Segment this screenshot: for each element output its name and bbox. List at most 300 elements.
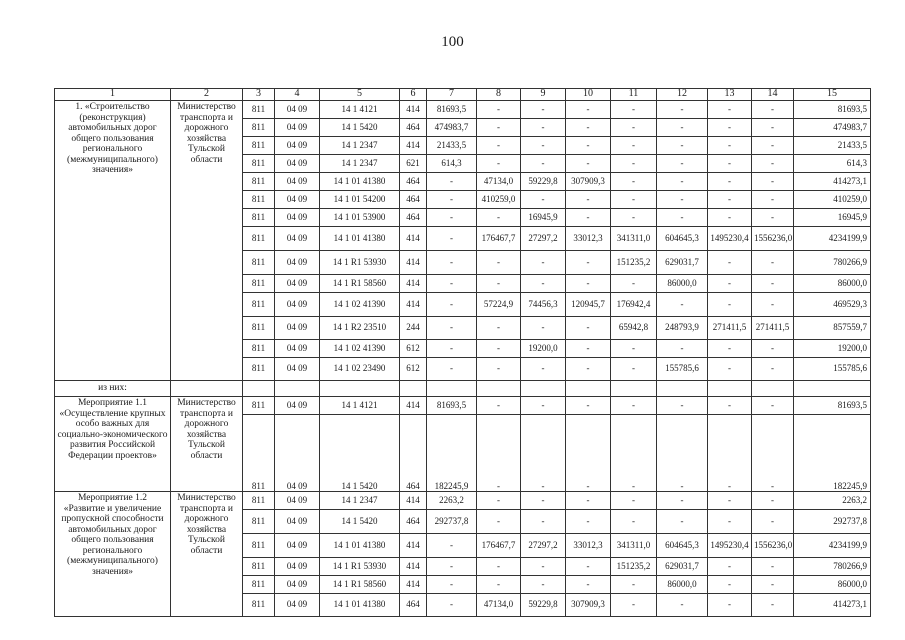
table-row	[55, 492, 871, 510]
table-cell: 65942,8	[611, 317, 657, 340]
table-cell: 04 09	[275, 173, 320, 191]
empty-cell	[566, 381, 611, 397]
header-cell: 3	[243, 89, 275, 101]
header-cell: 11	[611, 89, 657, 101]
table-cell: 4234199,9	[794, 227, 871, 251]
table-cell: 33012,3	[566, 534, 611, 558]
table-cell: 14 1 02 23490	[320, 358, 400, 381]
table-cell: 612	[400, 358, 427, 381]
table-cell: -	[427, 358, 477, 381]
table-cell: -	[708, 101, 752, 119]
table-cell: 04 09	[275, 358, 320, 381]
table-cell: -	[521, 492, 566, 510]
table-cell: 14 1 2347	[320, 137, 400, 155]
table-cell: -	[611, 119, 657, 137]
table-cell: 04 09	[275, 317, 320, 340]
table-cell: -	[566, 251, 611, 275]
table-cell: 469529,3	[794, 293, 871, 317]
table-cell: -	[477, 340, 521, 358]
program-name: Мероприятие 1.1 «Осуществление крупных особо важных для социально-экономического развития Российской Федерации проектов»	[55, 397, 171, 492]
table-cell: 04 09	[275, 534, 320, 558]
empty-cell	[708, 381, 752, 397]
table-cell: -	[611, 510, 657, 534]
table-cell: -	[611, 358, 657, 381]
table-cell: 1556236,0	[752, 534, 794, 558]
table-cell: 629031,7	[657, 251, 708, 275]
table-cell: 14 1 01 41380	[320, 594, 400, 617]
table-cell: -	[521, 119, 566, 137]
table-cell: 14 1 5420	[320, 119, 400, 137]
table-cell: -	[427, 576, 477, 594]
header-cell: 12	[657, 89, 708, 101]
table-cell: -	[752, 275, 794, 293]
table-cell: -	[752, 492, 794, 510]
table-cell: -	[427, 340, 477, 358]
table-cell: -	[708, 358, 752, 381]
table-cell: 14 1 01 53900	[320, 209, 400, 227]
table-cell: -	[657, 155, 708, 173]
table-cell: 811	[243, 415, 275, 492]
table-cell: -	[566, 358, 611, 381]
table-cell: 811	[243, 119, 275, 137]
table-cell: -	[477, 576, 521, 594]
table-cell: 04 09	[275, 155, 320, 173]
table-cell: 811	[243, 558, 275, 576]
table-cell: 14 1 4121	[320, 101, 400, 119]
table-cell: 04 09	[275, 594, 320, 617]
table-cell: 21433,5	[427, 137, 477, 155]
table-cell: 811	[243, 317, 275, 340]
table-cell: 464	[400, 415, 427, 492]
table-cell: -	[611, 340, 657, 358]
table-cell: 120945,7	[566, 293, 611, 317]
table-cell: -	[477, 317, 521, 340]
table-cell: 464	[400, 191, 427, 209]
table-cell: -	[657, 340, 708, 358]
table-cell: -	[611, 101, 657, 119]
table-cell: 47134,0	[477, 594, 521, 617]
table-cell: 811	[243, 358, 275, 381]
header-cell: 2	[171, 89, 243, 101]
table-cell: 621	[400, 155, 427, 173]
table-cell: 410259,0	[477, 191, 521, 209]
table-cell: -	[752, 155, 794, 173]
table-cell: 414273,1	[794, 594, 871, 617]
empty-cell	[752, 381, 794, 397]
table-cell: 604645,3	[657, 534, 708, 558]
table-cell: 2263,2	[794, 492, 871, 510]
table-cell: 464	[400, 173, 427, 191]
table-cell: 414	[400, 397, 427, 415]
table-cell: 86000,0	[794, 275, 871, 293]
table-cell: 59229,8	[521, 594, 566, 617]
table-cell: 811	[243, 293, 275, 317]
table-cell: 04 09	[275, 510, 320, 534]
empty-cell	[794, 381, 871, 397]
table-cell: 155785,6	[657, 358, 708, 381]
table-cell: -	[708, 558, 752, 576]
empty-cell	[611, 381, 657, 397]
table-cell: -	[611, 155, 657, 173]
table-cell: 811	[243, 534, 275, 558]
table-cell: 14 1 02 41390	[320, 340, 400, 358]
table-cell: -	[708, 251, 752, 275]
table-cell: -	[657, 594, 708, 617]
table-cell: 780266,9	[794, 558, 871, 576]
budget-table	[54, 88, 871, 617]
table-cell: 59229,8	[521, 173, 566, 191]
table-cell: -	[477, 415, 521, 492]
table-cell: -	[477, 510, 521, 534]
table-cell: 04 09	[275, 293, 320, 317]
table-cell: 414	[400, 492, 427, 510]
table-cell: 14 1 5420	[320, 415, 400, 492]
table-cell: -	[521, 415, 566, 492]
table-cell: 33012,3	[566, 227, 611, 251]
table-cell: -	[566, 492, 611, 510]
table-cell: 19200,0	[521, 340, 566, 358]
table-cell: -	[521, 275, 566, 293]
table-cell: -	[427, 173, 477, 191]
table-cell: -	[657, 119, 708, 137]
table-cell: -	[708, 415, 752, 492]
table-cell: 151235,2	[611, 558, 657, 576]
table-cell: 811	[243, 492, 275, 510]
table-cell: -	[752, 510, 794, 534]
table-cell: 414	[400, 558, 427, 576]
organization-name: Министерство транспорта и дорожного хозяйства Тульской области	[171, 101, 243, 381]
table-cell: -	[566, 340, 611, 358]
empty-cell	[400, 381, 427, 397]
table-cell: -	[708, 137, 752, 155]
table-cell: -	[708, 275, 752, 293]
table-cell: -	[427, 317, 477, 340]
empty-cell	[657, 381, 708, 397]
table-cell: -	[657, 293, 708, 317]
table-cell: -	[477, 101, 521, 119]
table-cell: 04 09	[275, 209, 320, 227]
subheading-row	[55, 381, 871, 397]
table-cell: 176942,4	[611, 293, 657, 317]
table-cell: -	[566, 415, 611, 492]
table-cell: -	[477, 119, 521, 137]
table-cell: 811	[243, 155, 275, 173]
table-cell: 04 09	[275, 340, 320, 358]
table-cell: -	[427, 275, 477, 293]
table-cell: 811	[243, 510, 275, 534]
table-cell: -	[752, 340, 794, 358]
table-cell: -	[566, 558, 611, 576]
table-cell: 464	[400, 594, 427, 617]
table-cell: 14 1 02 41390	[320, 293, 400, 317]
table-cell: -	[752, 119, 794, 137]
empty-cell	[320, 381, 400, 397]
table-cell: 81693,5	[427, 397, 477, 415]
table-cell: -	[657, 191, 708, 209]
table-cell: 414	[400, 137, 427, 155]
table-cell: 414	[400, 534, 427, 558]
table-cell: 811	[243, 576, 275, 594]
table-cell: -	[427, 209, 477, 227]
table-cell: -	[427, 534, 477, 558]
table-cell: -	[708, 594, 752, 617]
table-cell: 811	[243, 209, 275, 227]
table-cell: 271411,5	[708, 317, 752, 340]
header-cell: 1	[55, 89, 171, 101]
empty-cell	[521, 381, 566, 397]
table-cell: 04 09	[275, 137, 320, 155]
table-cell: 14 1 01 54200	[320, 191, 400, 209]
table-cell: -	[752, 576, 794, 594]
table-cell: 86000,0	[794, 576, 871, 594]
table-cell: 244	[400, 317, 427, 340]
table-cell: -	[521, 510, 566, 534]
table-cell: -	[521, 155, 566, 173]
table-cell: -	[611, 415, 657, 492]
table-cell: -	[611, 137, 657, 155]
table-cell: 1495230,4	[708, 534, 752, 558]
table-cell: 4234199,9	[794, 534, 871, 558]
table-cell: 86000,0	[657, 275, 708, 293]
table-cell: -	[611, 209, 657, 227]
table-cell: 811	[243, 340, 275, 358]
table-cell: 414273,1	[794, 173, 871, 191]
table-cell: 04 09	[275, 576, 320, 594]
table-cell: -	[708, 119, 752, 137]
table-cell: -	[611, 173, 657, 191]
table-cell: 04 09	[275, 191, 320, 209]
table-cell: -	[521, 101, 566, 119]
table-cell: -	[566, 119, 611, 137]
table-cell: 307909,3	[566, 173, 611, 191]
table-cell: -	[566, 317, 611, 340]
table-cell: -	[657, 397, 708, 415]
table-cell: -	[752, 191, 794, 209]
table-cell: 14 1 R1 58560	[320, 576, 400, 594]
table-cell: 14 1 R1 53930	[320, 251, 400, 275]
table-cell: 04 09	[275, 558, 320, 576]
table-cell: -	[752, 173, 794, 191]
table-cell: 464	[400, 510, 427, 534]
table-cell: -	[477, 275, 521, 293]
header-cell: 15	[794, 89, 871, 101]
table-cell: 04 09	[275, 227, 320, 251]
table-cell: -	[477, 155, 521, 173]
table-cell: 2263,2	[427, 492, 477, 510]
table-cell: 811	[243, 227, 275, 251]
table-cell: 614,3	[794, 155, 871, 173]
table-cell: -	[752, 397, 794, 415]
table-cell: 414	[400, 576, 427, 594]
table-cell: -	[708, 173, 752, 191]
organization-name: Министерство транспорта и дорожного хозяйства Тульской области	[171, 397, 243, 492]
table-cell: -	[752, 101, 794, 119]
header-cell: 4	[275, 89, 320, 101]
table-cell: -	[611, 397, 657, 415]
table-cell: -	[752, 358, 794, 381]
table-cell: -	[708, 510, 752, 534]
table-cell: -	[477, 137, 521, 155]
table-cell: -	[566, 155, 611, 173]
table-cell: 1556236,0	[752, 227, 794, 251]
table-cell: -	[752, 594, 794, 617]
table-cell: -	[566, 191, 611, 209]
table-cell: 182245,9	[794, 415, 871, 492]
table-cell: 16945,9	[794, 209, 871, 227]
table-cell: 474983,7	[427, 119, 477, 137]
table-cell: -	[752, 209, 794, 227]
header-cell: 10	[566, 89, 611, 101]
table-cell: -	[708, 155, 752, 173]
table-cell: 780266,9	[794, 251, 871, 275]
table-cell: 1495230,4	[708, 227, 752, 251]
table-cell: 16945,9	[521, 209, 566, 227]
table-cell: 74456,3	[521, 293, 566, 317]
table-cell: 14 1 R2 23510	[320, 317, 400, 340]
table-cell: 86000,0	[657, 576, 708, 594]
table-cell: -	[427, 594, 477, 617]
table-cell: -	[611, 576, 657, 594]
table-cell: 811	[243, 137, 275, 155]
table-cell: -	[657, 173, 708, 191]
table-cell: 14 1 R1 53930	[320, 558, 400, 576]
table-cell: 811	[243, 594, 275, 617]
table-cell: -	[477, 251, 521, 275]
table-cell: -	[708, 209, 752, 227]
table-cell: -	[708, 576, 752, 594]
program-name: Мероприятие 1.2 «Развитие и увеличение пропускной способности автомобильных дорог общего пользования регионального (межмуниципального) значения»	[55, 492, 171, 617]
table-cell: -	[657, 101, 708, 119]
table-cell: 414	[400, 275, 427, 293]
table-cell: -	[566, 101, 611, 119]
table-cell: -	[752, 251, 794, 275]
table-cell: 271411,5	[752, 317, 794, 340]
table-cell: -	[521, 191, 566, 209]
table-cell: -	[657, 137, 708, 155]
header-cell: 5	[320, 89, 400, 101]
header-cell: 9	[521, 89, 566, 101]
table-cell: -	[477, 397, 521, 415]
table-cell: 176467,7	[477, 534, 521, 558]
table-cell: -	[477, 209, 521, 227]
table-cell: -	[566, 137, 611, 155]
table-cell: 04 09	[275, 415, 320, 492]
table-cell: 81693,5	[794, 397, 871, 415]
header-cell: 14	[752, 89, 794, 101]
table-cell: -	[521, 317, 566, 340]
table-cell: 464	[400, 209, 427, 227]
table-cell: 629031,7	[657, 558, 708, 576]
header-cell: 13	[708, 89, 752, 101]
table-cell: 811	[243, 101, 275, 119]
table-cell: -	[566, 397, 611, 415]
table-cell: 464	[400, 119, 427, 137]
table-cell: 14 1 R1 58560	[320, 275, 400, 293]
empty-cell	[171, 381, 243, 397]
header-cell: 7	[427, 89, 477, 101]
organization-name: Министерство транспорта и дорожного хозяйства Тульской области	[171, 492, 243, 617]
table-cell: 292737,8	[794, 510, 871, 534]
table-cell: 341311,0	[611, 534, 657, 558]
table-cell: 414	[400, 227, 427, 251]
table-cell: -	[708, 492, 752, 510]
table-cell: -	[657, 492, 708, 510]
table-cell: 81693,5	[427, 101, 477, 119]
page-number: 100	[441, 34, 464, 50]
table-cell: -	[427, 293, 477, 317]
table-cell: -	[708, 293, 752, 317]
table-cell: -	[427, 558, 477, 576]
table-cell: 21433,5	[794, 137, 871, 155]
table-cell: 04 09	[275, 397, 320, 415]
table-cell: 14 1 2347	[320, 492, 400, 510]
table-cell: 811	[243, 251, 275, 275]
table-cell: 414	[400, 251, 427, 275]
table-cell: 410259,0	[794, 191, 871, 209]
table-cell: -	[521, 358, 566, 381]
table-cell: 14 1 01 41380	[320, 173, 400, 191]
table-cell: 811	[243, 397, 275, 415]
table-cell: -	[427, 251, 477, 275]
table-cell: -	[477, 558, 521, 576]
table-cell: 176467,7	[477, 227, 521, 251]
table-cell: 811	[243, 173, 275, 191]
table-cell: -	[521, 558, 566, 576]
table-cell: -	[657, 415, 708, 492]
header-row	[55, 89, 871, 101]
table-cell: -	[752, 415, 794, 492]
table-cell: -	[752, 293, 794, 317]
subheading-label: из них:	[55, 381, 171, 397]
program-name: 1. «Строительство (реконструкция) автомобильных дорог общего пользования регионального (межмуниципального) значения»	[55, 101, 171, 381]
table-cell: 04 09	[275, 251, 320, 275]
empty-cell	[427, 381, 477, 397]
table-cell: -	[566, 275, 611, 293]
table-cell: 614,3	[427, 155, 477, 173]
table-cell: 04 09	[275, 101, 320, 119]
table-cell: 474983,7	[794, 119, 871, 137]
empty-cell	[243, 381, 275, 397]
table-cell: -	[566, 576, 611, 594]
table-cell: -	[477, 358, 521, 381]
table-cell: 248793,9	[657, 317, 708, 340]
table-cell: 04 09	[275, 119, 320, 137]
table-cell: -	[708, 340, 752, 358]
table-cell: -	[521, 397, 566, 415]
table-cell: -	[566, 209, 611, 227]
table-cell: -	[427, 191, 477, 209]
table-cell: -	[427, 227, 477, 251]
table-cell: 47134,0	[477, 173, 521, 191]
table-cell: -	[611, 275, 657, 293]
table-cell: 14 1 01 41380	[320, 227, 400, 251]
table-cell: -	[521, 251, 566, 275]
table-cell: 151235,2	[611, 251, 657, 275]
header-cell: 8	[477, 89, 521, 101]
table-cell: 811	[243, 191, 275, 209]
table-cell: -	[752, 558, 794, 576]
table-cell: 811	[243, 275, 275, 293]
table-cell: 27297,2	[521, 227, 566, 251]
table-cell: -	[521, 576, 566, 594]
table-cell: 14 1 5420	[320, 510, 400, 534]
table-cell: -	[657, 510, 708, 534]
table-cell: -	[477, 492, 521, 510]
table-row	[55, 397, 871, 415]
table-cell: -	[611, 191, 657, 209]
table-cell: 612	[400, 340, 427, 358]
table-cell: -	[708, 191, 752, 209]
